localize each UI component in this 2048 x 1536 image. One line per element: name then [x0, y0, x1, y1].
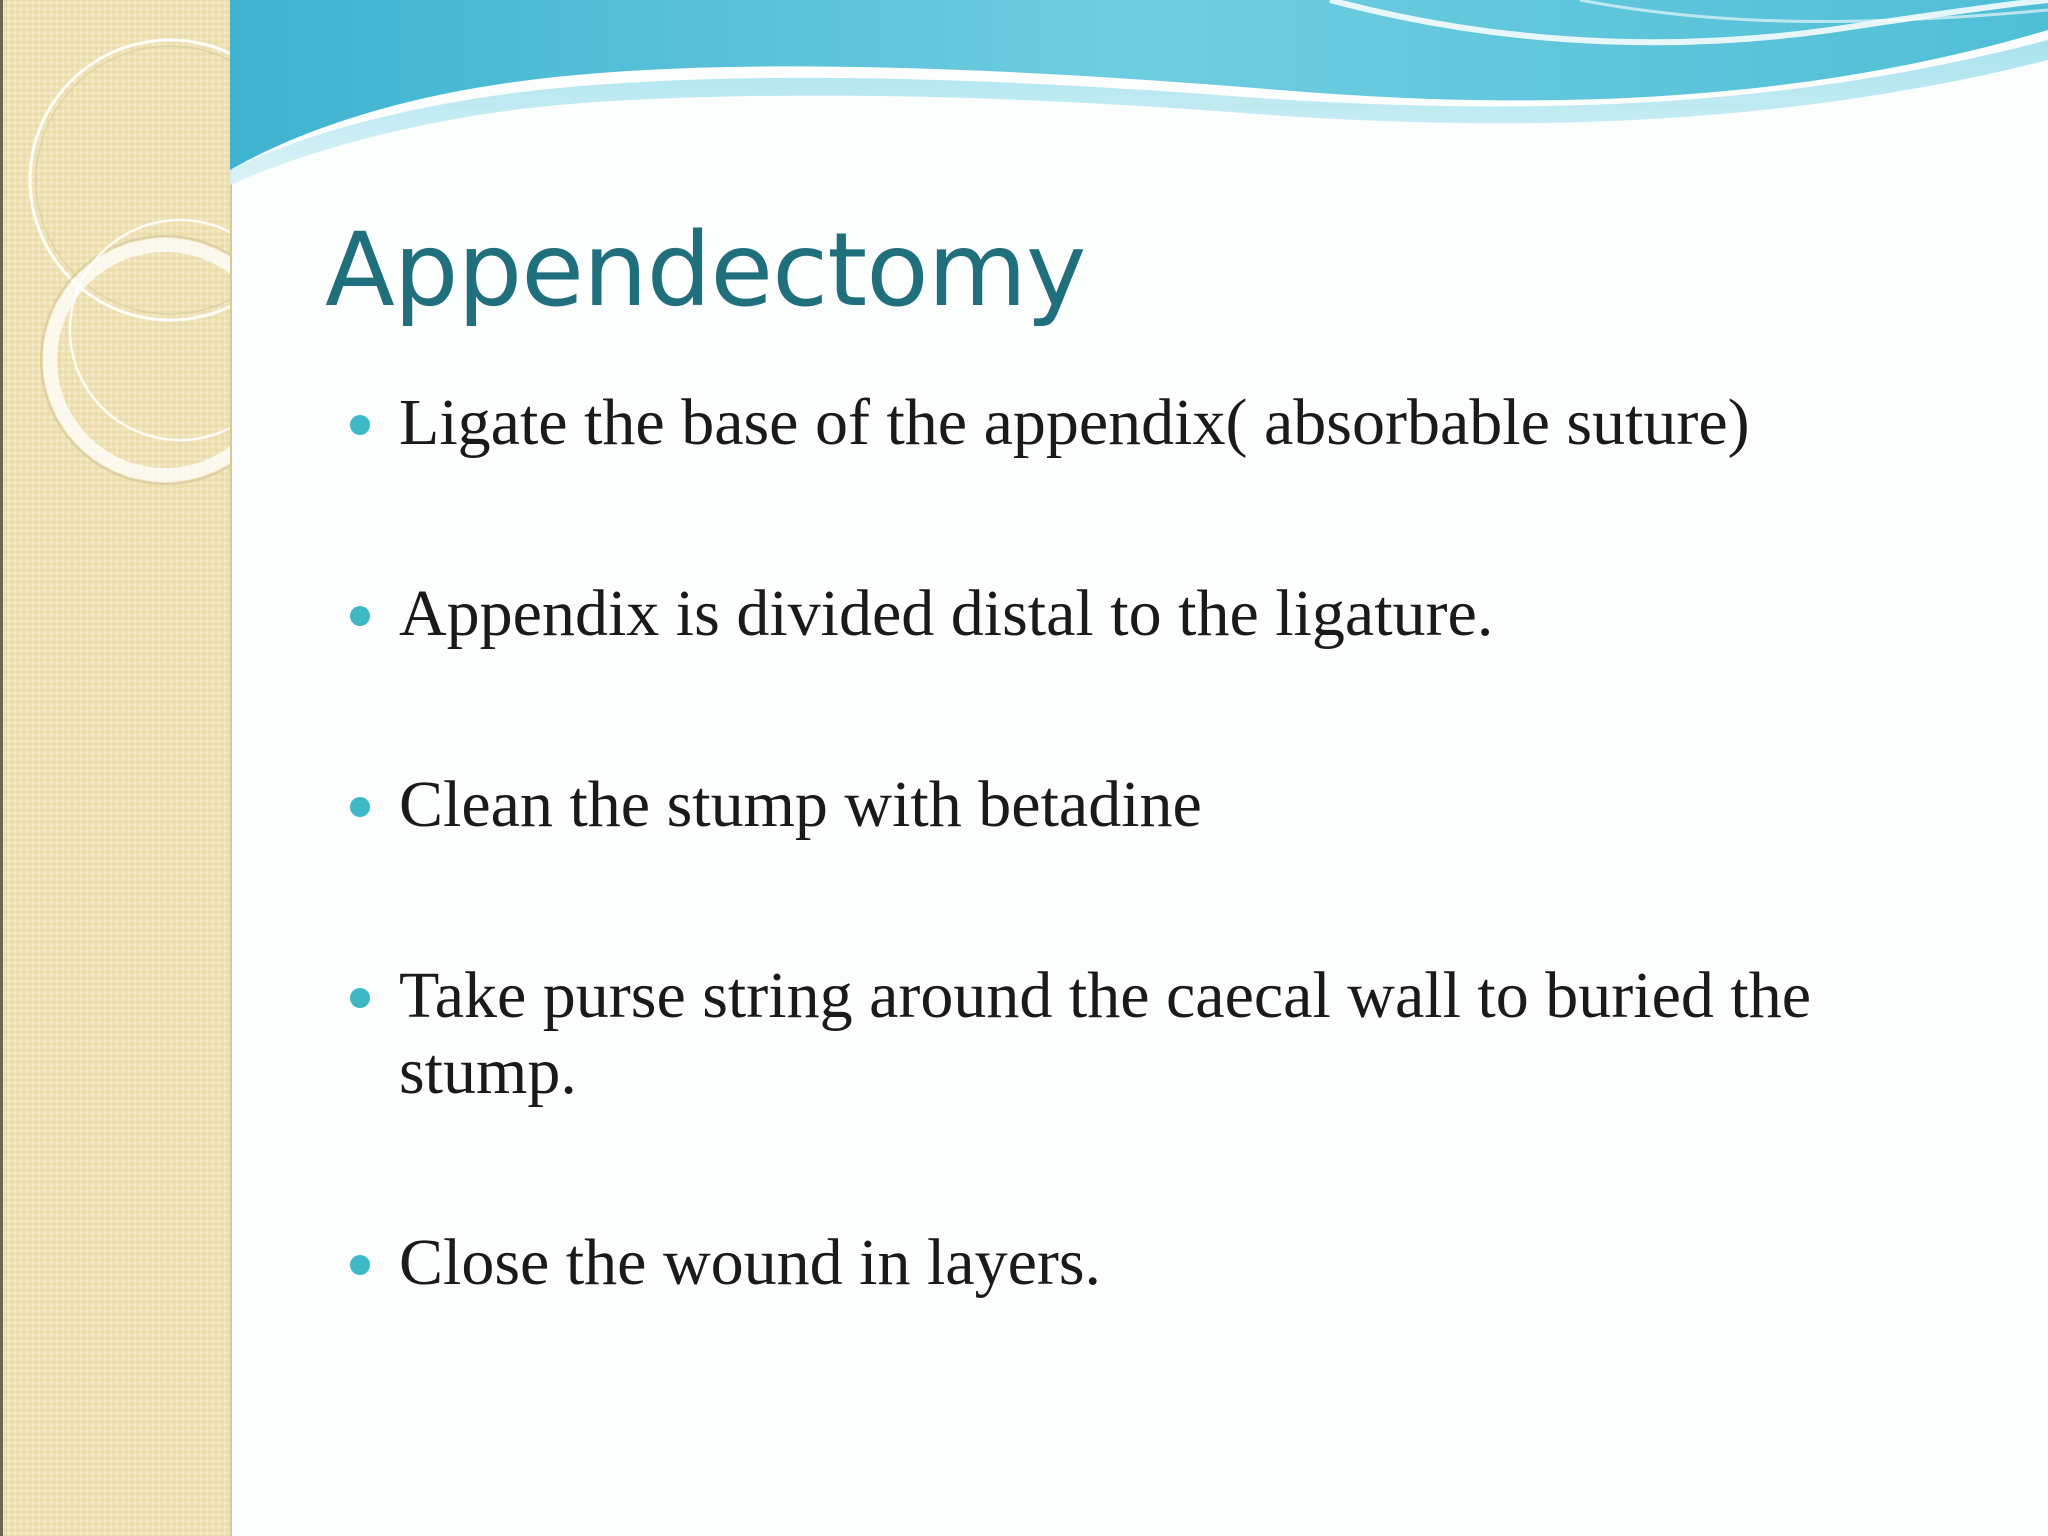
bullet-item [350, 576, 1990, 652]
bullet-item [350, 958, 1990, 1110]
bullet-item [350, 385, 1990, 461]
decorative-sidebar [0, 0, 232, 1536]
decorative-rings-icon [0, 0, 230, 520]
bullet-text: Close the wound in layers. [399, 1226, 1102, 1299]
bullet-text: Clean the stump with betadine [399, 768, 1202, 841]
slide-title: Appendectomy [325, 211, 1086, 330]
bullet-dot-icon [350, 606, 370, 626]
bullet-dot-icon [350, 415, 370, 435]
bullet-text: Appendix is divided distal to the ligature. [399, 577, 1494, 650]
bullet-text: Take purse string around the caecal wall to buried the stump. [399, 959, 1812, 1108]
bullet-dot-icon [350, 1255, 370, 1275]
bullet-item [350, 767, 1990, 843]
bullet-item [350, 1225, 1990, 1301]
bullet-list [350, 385, 1990, 1301]
decorative-wave-header [230, 0, 2048, 190]
bullet-text: Ligate the base of the appendix( absorbable suture) [399, 386, 1750, 459]
bullet-dot-icon [350, 988, 370, 1008]
bullet-dot-icon [350, 797, 370, 817]
